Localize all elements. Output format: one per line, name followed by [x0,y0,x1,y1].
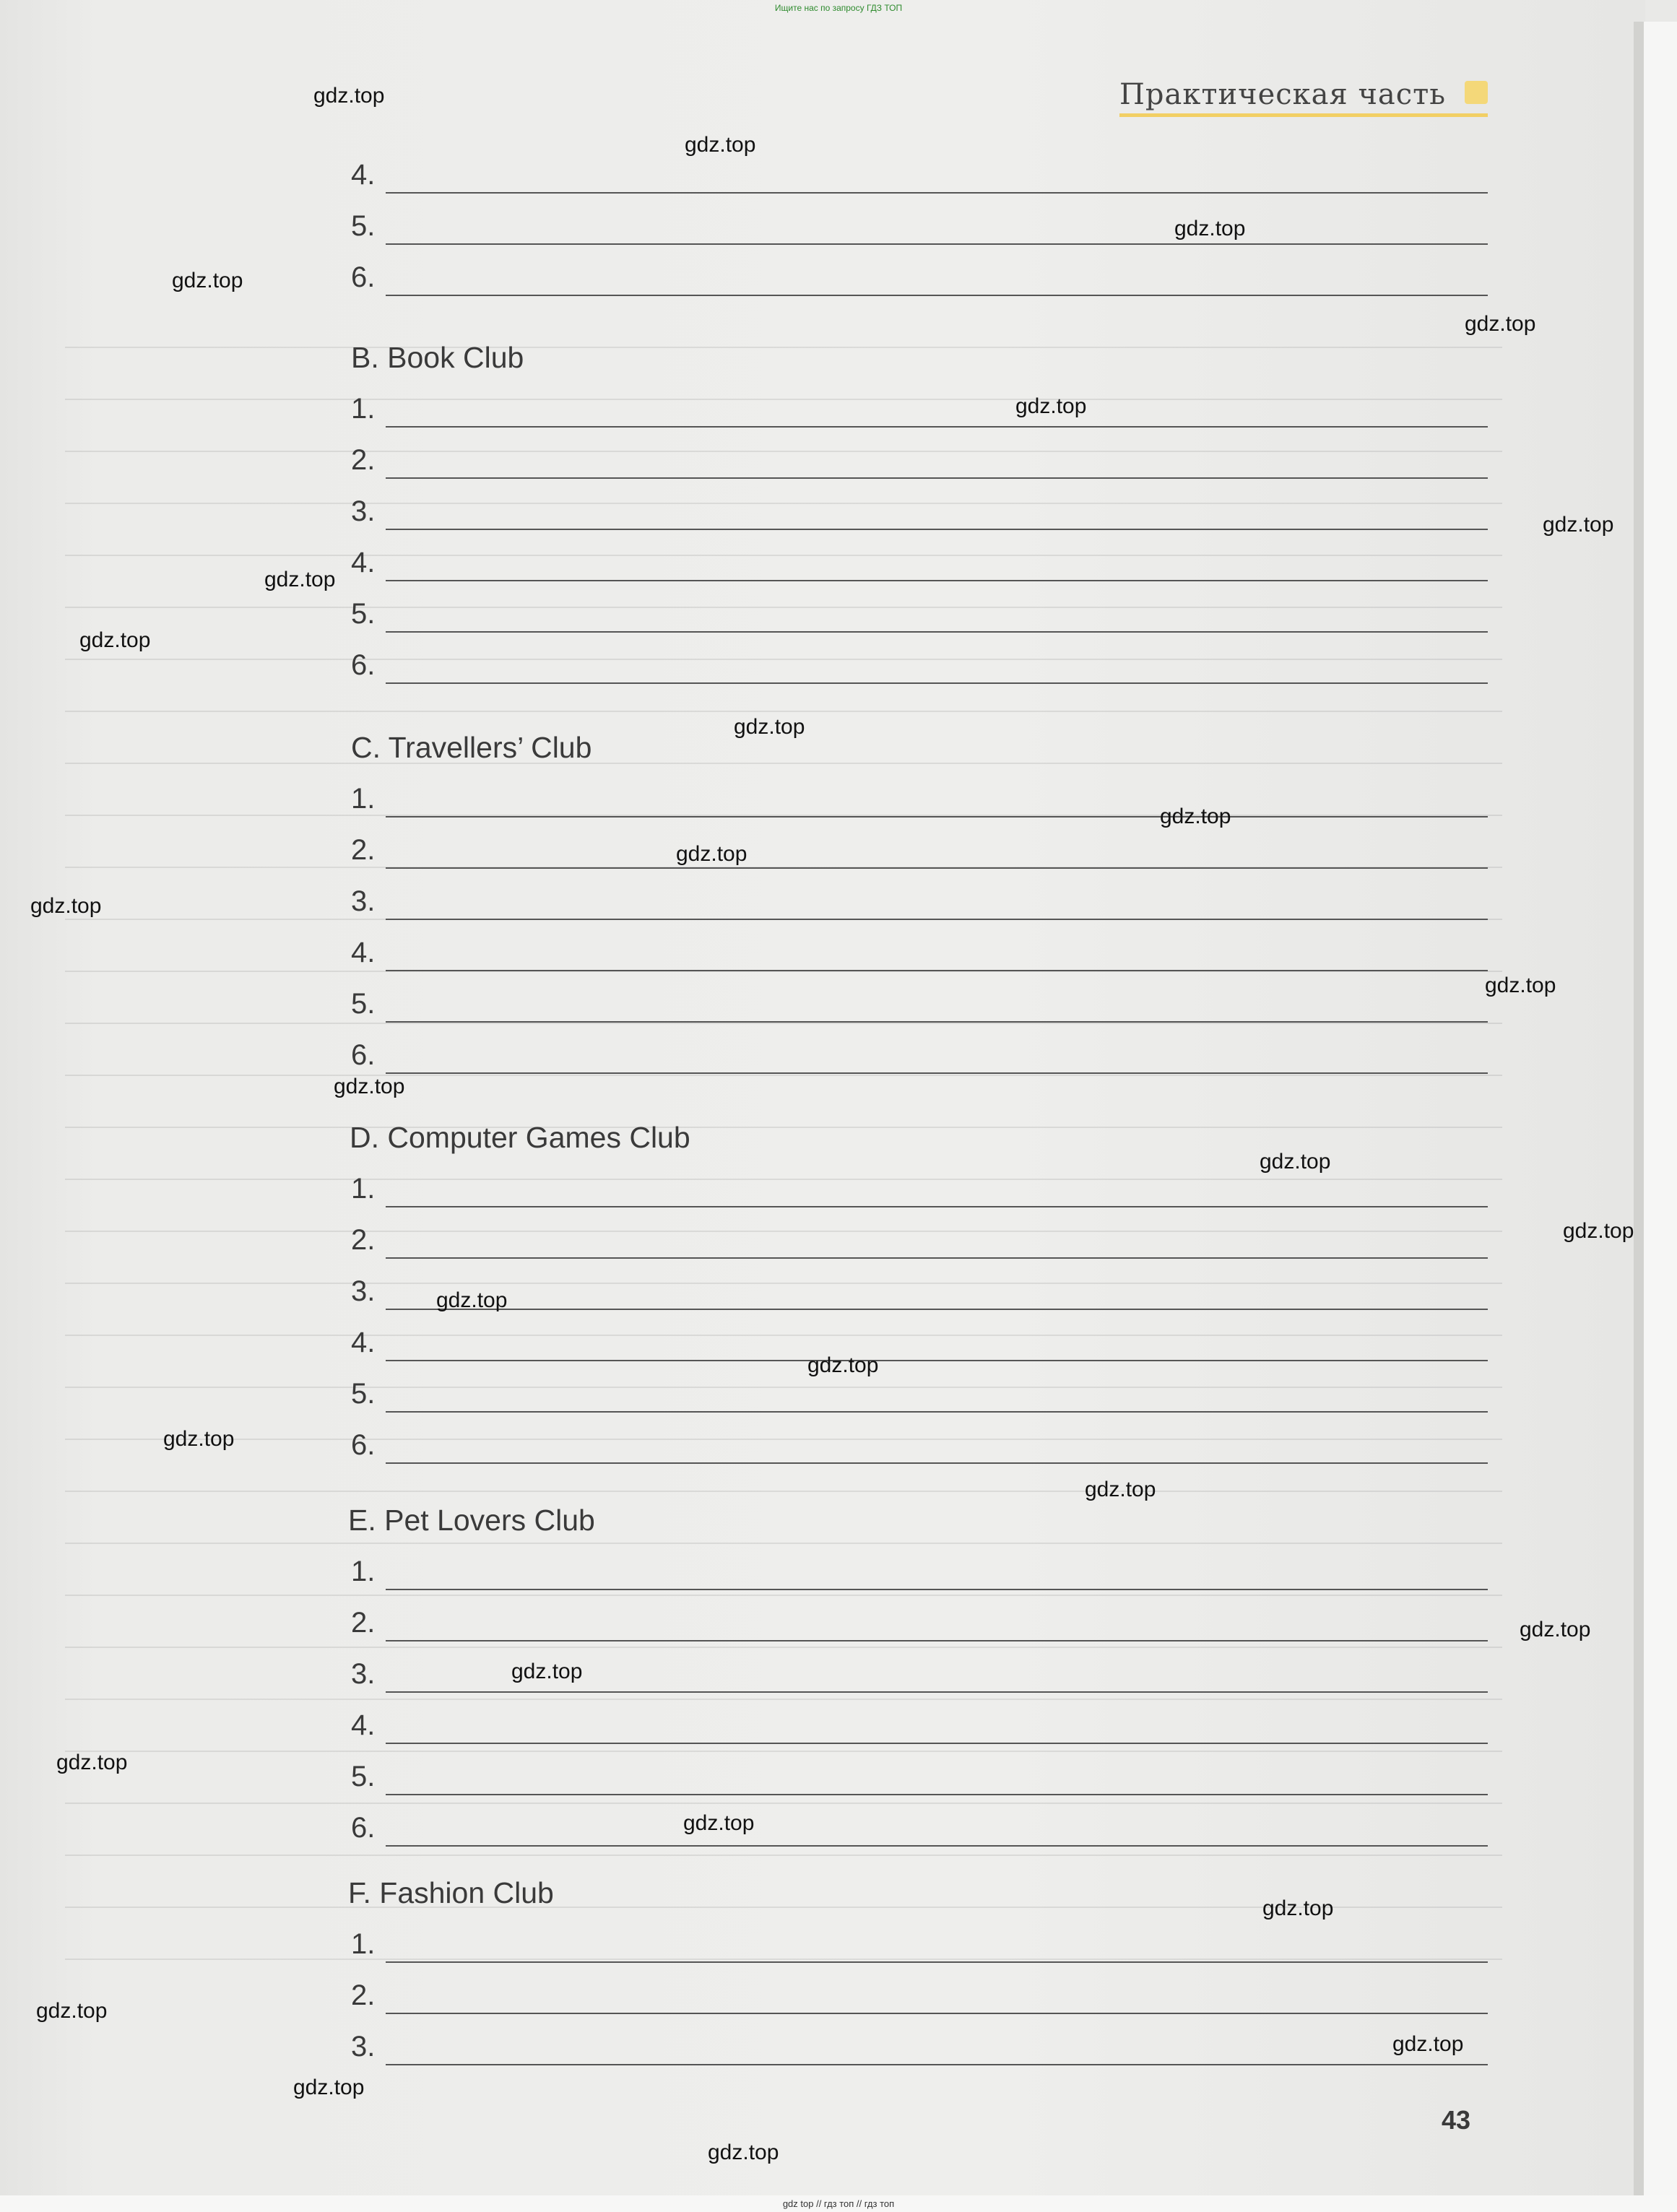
answer-line[interactable] [347,1224,1488,1267]
line-number: 4. [351,1709,376,1741]
watermark: gdz.top [1485,973,1556,997]
answer-line[interactable] [347,1812,1488,1855]
watermark: gdz.top [1543,513,1614,537]
line-number: 4. [351,159,376,191]
answer-rule [386,919,1488,920]
section-title-pet-lovers-club: E. Pet Lovers Club [348,1504,595,1537]
section-header [1119,72,1488,120]
watermark: gdz.top [676,842,748,866]
answer-rule [386,970,1488,971]
line-number: 3. [351,1275,376,1307]
answer-rule [386,295,1488,296]
answer-rule [386,1845,1488,1847]
answer-rule [386,1360,1488,1361]
answer-rule [386,580,1488,581]
watermark: gdz.top [683,1811,755,1835]
answer-line[interactable] [347,261,1488,305]
section-title-book-club: B. Book Club [351,341,524,374]
answer-rule [386,1691,1488,1693]
answer-rule [386,682,1488,684]
section-title-travellers-club: C. Travellers’ Club [351,731,592,764]
answer-line[interactable] [347,1979,1488,2023]
answer-line[interactable] [347,988,1488,1031]
answer-line[interactable] [347,393,1488,436]
answer-rule [386,243,1488,245]
line-number: 4. [351,547,376,578]
watermark: gdz.top [511,1660,583,1683]
watermark: gdz.top [1015,394,1087,418]
answer-line[interactable] [347,1173,1488,1216]
answer-line[interactable] [347,1556,1488,1599]
answer-rule [386,477,1488,479]
line-number: 5. [351,1761,376,1792]
watermark: gdz.top [264,568,336,591]
watermark: gdz.top [313,84,385,108]
line-number: 6. [351,1429,376,1461]
section-title-computer-games-club: D. Computer Games Club [350,1121,690,1154]
line-number: 2. [351,1224,376,1256]
watermark: gdz.top [172,269,243,292]
line-number: 1. [351,393,376,425]
answer-rule [386,631,1488,633]
line-number: 4. [351,1327,376,1358]
line-number: 2. [351,1607,376,1639]
answer-rule [386,1206,1488,1207]
answer-rule [386,1794,1488,1795]
watermark: gdz.top [1520,1618,1591,1641]
answer-rule [386,1589,1488,1590]
header-underline [1119,113,1488,117]
watermark: gdz.top [1262,1896,1334,1920]
watermark: gdz.top [1085,1478,1156,1501]
line-number: 6. [351,649,376,681]
line-number: 3. [351,885,376,917]
answer-line[interactable] [347,1275,1488,1319]
answer-line[interactable] [347,495,1488,539]
answer-rule [386,1021,1488,1023]
line-number: 5. [351,598,376,630]
watermark: gdz.top [56,1751,128,1774]
watermark: gdz.top [36,1999,108,2023]
line-number: 3. [351,2031,376,2063]
page-edge-shadow [1634,22,1644,2195]
header-title: Практическая часть [1119,78,1447,111]
answer-line[interactable] [347,1709,1488,1753]
answer-rule [386,529,1488,530]
answer-rule [386,1309,1488,1310]
line-number: 4. [351,937,376,968]
answer-rule [386,1257,1488,1259]
answer-rule [386,816,1488,817]
answer-line[interactable] [347,937,1488,980]
line-number: 6. [351,261,376,293]
line-number: 5. [351,1378,376,1410]
answer-line[interactable] [347,444,1488,487]
answer-line[interactable] [347,1327,1488,1370]
watermark: gdz.top [436,1288,508,1312]
answer-rule [386,1743,1488,1744]
watermark: gdz.top [708,2141,779,2164]
answer-line[interactable] [347,598,1488,641]
answer-line[interactable] [347,1607,1488,1650]
answer-line[interactable] [347,547,1488,590]
answer-line[interactable] [347,834,1488,877]
line-number: 5. [351,988,376,1020]
answer-line[interactable] [347,159,1488,202]
answer-line[interactable] [347,1928,1488,1972]
watermark: gdz.top [163,1427,235,1451]
answer-rule [386,1411,1488,1413]
answer-line[interactable] [347,1378,1488,1421]
section-title-fashion-club: F. Fashion Club [348,1876,554,1909]
answer-line[interactable] [347,1761,1488,1804]
line-number: 2. [351,1979,376,2011]
watermark: gdz.top [1260,1150,1331,1174]
watermark: gdz.top [293,2076,365,2099]
answer-rule [386,1640,1488,1641]
answer-rule [386,1462,1488,1464]
answer-rule [386,192,1488,194]
answer-rule [386,1072,1488,1074]
watermark: gdz.top [79,628,151,652]
answer-rule [386,867,1488,869]
line-number: 6. [351,1039,376,1071]
answer-rule [386,2064,1488,2065]
page-edge [1644,22,1677,2212]
answer-line[interactable] [347,783,1488,826]
watermark: gdz.top [1465,312,1536,336]
watermark: gdz.top [334,1075,405,1098]
answer-line[interactable] [347,210,1488,253]
page-number: 43 [1442,2105,1471,2135]
line-number: 2. [351,834,376,866]
line-number: 1. [351,1173,376,1205]
watermark: gdz.top [1174,217,1246,240]
line-number: 1. [351,783,376,815]
answer-rule [386,2013,1488,2014]
header-marker-square [1465,81,1488,104]
watermark: gdz.top [685,133,756,157]
watermark: gdz.top [1392,2032,1464,2056]
line-number: 3. [351,1658,376,1690]
top-banner[interactable]: Ищите нас по запросу ГДЗ ТОП [774,3,903,13]
line-number: 3. [351,495,376,527]
bottom-banner[interactable]: gdz top // гдз топ // гдз топ [782,2198,895,2209]
watermark: gdz.top [1160,804,1231,828]
line-number: 6. [351,1812,376,1844]
answer-rule [386,426,1488,428]
watermark: gdz.top [1563,1219,1634,1243]
answer-rule [386,1961,1488,1963]
answer-line[interactable] [347,649,1488,693]
line-number: 1. [351,1556,376,1587]
answer-line[interactable] [347,885,1488,929]
line-number: 5. [351,210,376,242]
answer-line[interactable] [347,2031,1488,2074]
line-number: 1. [351,1928,376,1960]
line-number: 2. [351,444,376,476]
answer-line[interactable] [347,1039,1488,1083]
watermark: gdz.top [734,715,805,739]
answer-line[interactable] [347,1429,1488,1473]
watermark: gdz.top [807,1353,879,1377]
watermark: gdz.top [30,894,102,918]
